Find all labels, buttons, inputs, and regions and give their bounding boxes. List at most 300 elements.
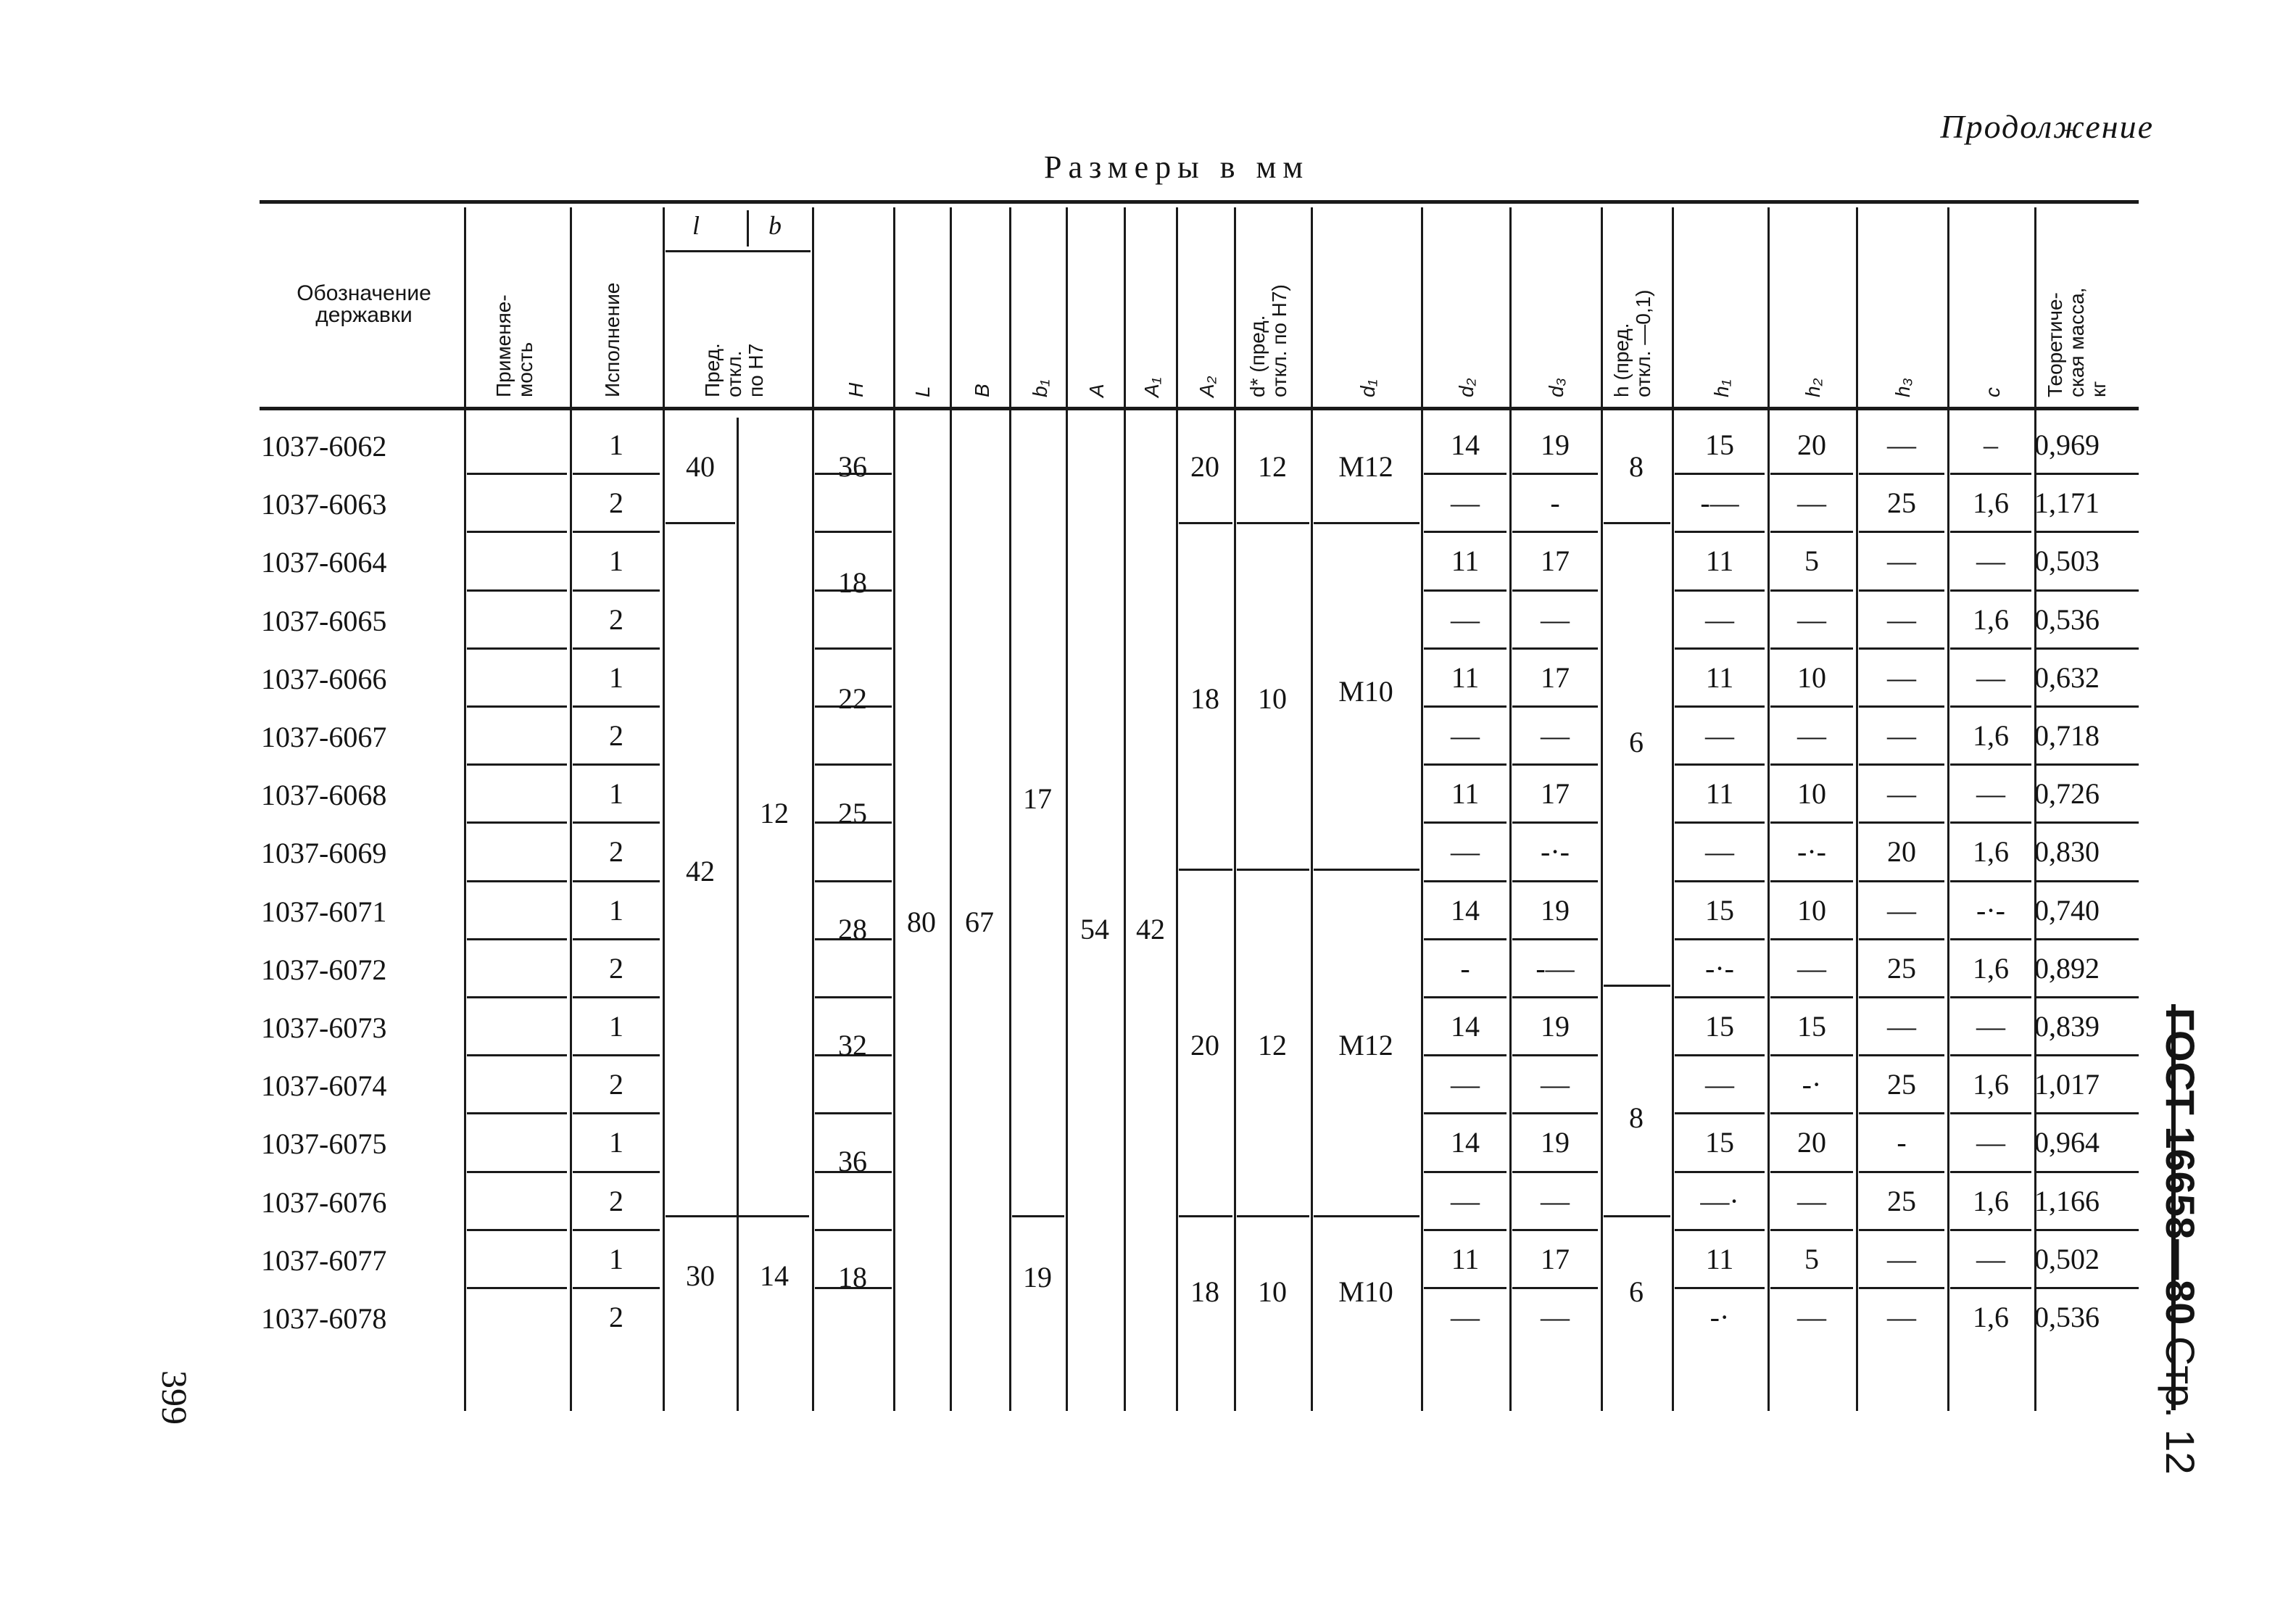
row-designation: 1037-6071: [261, 895, 387, 928]
header-h3: h₃: [1891, 378, 1914, 397]
row-rule: [1950, 763, 2031, 766]
row-designation: 1037-6073: [261, 1011, 387, 1044]
row-h1: —: [1705, 835, 1734, 869]
row-rule: [573, 996, 660, 998]
row-mass: 0,740: [2034, 893, 2100, 927]
cell-l: 42: [686, 855, 715, 887]
row-c: —: [1976, 1010, 2005, 1043]
row-rule: [573, 938, 660, 940]
row-mass: 0,830: [2034, 835, 2100, 869]
row-rule: [1770, 531, 1853, 533]
row-version: 1: [609, 429, 623, 461]
row-c: 1,6: [1973, 951, 2009, 985]
row-rule: [2036, 1171, 2139, 1173]
row-h3: —: [1887, 545, 1916, 578]
row-h2: 10: [1797, 777, 1826, 811]
row-rule: [2036, 880, 2139, 882]
row-mass: 0,892: [2034, 951, 2100, 985]
row-rule: [1859, 1054, 1944, 1056]
sep: [1314, 1215, 1420, 1217]
row-h2: 10: [1797, 893, 1826, 927]
row-h3: —: [1887, 893, 1916, 927]
row-d2: 11: [1451, 1242, 1480, 1275]
header-l: l: [692, 211, 700, 240]
row-rule: [1859, 1171, 1944, 1173]
cell-h: 8: [1629, 450, 1644, 483]
row-h2: —: [1797, 1184, 1826, 1217]
row-rule: [1675, 647, 1765, 650]
row-designation: 1037-6063: [261, 488, 387, 521]
cell-d1: M10: [1338, 675, 1393, 708]
sep: [1604, 522, 1670, 524]
row-rule: [1675, 473, 1765, 475]
row-rule: [573, 589, 660, 592]
row-h3: —: [1887, 603, 1916, 636]
row-rule: [1950, 996, 2031, 998]
row-d2: 14: [1451, 1126, 1480, 1159]
row-version: 1: [609, 1126, 623, 1159]
row-rule: [1512, 705, 1598, 708]
row-rule: [1859, 705, 1944, 708]
row-designation: 1037-6069: [261, 837, 387, 870]
cell-H: 22: [838, 682, 867, 715]
row-rule: [1770, 1229, 1853, 1231]
row-c: 1,6: [1973, 487, 2009, 520]
cell-d1: M12: [1338, 1029, 1393, 1061]
row-rule: [1424, 1112, 1507, 1114]
row-d2: —: [1451, 1184, 1480, 1217]
cell-H: 36: [838, 450, 867, 483]
row-rule: [1675, 1054, 1765, 1056]
col-line: [464, 207, 466, 1411]
row-d2: 14: [1451, 429, 1480, 461]
row-h2: -·: [1802, 1068, 1822, 1101]
cell-H: 25: [838, 797, 867, 829]
row-h2: —: [1797, 603, 1826, 636]
row-h1: 15: [1705, 893, 1734, 927]
row-rule: [467, 1112, 567, 1114]
row-rule: [467, 938, 567, 940]
row-rule: [1424, 996, 1507, 998]
row-rule: [815, 1112, 892, 1114]
header-A: A: [1085, 384, 1108, 397]
row-h2: —: [1797, 719, 1826, 752]
row-rule: [2036, 1112, 2139, 1114]
row-rule: [1512, 1287, 1598, 1289]
row-rule: [1859, 531, 1944, 533]
header-H: H: [845, 382, 867, 397]
row-designation: 1037-6065: [261, 604, 387, 637]
row-h2: -·-: [1797, 835, 1826, 869]
row-version: 1: [609, 893, 623, 927]
row-d3: 19: [1541, 429, 1570, 461]
row-c: 1,6: [1973, 603, 2009, 636]
row-rule: [1512, 1171, 1598, 1173]
row-c: –: [1984, 429, 1998, 461]
page-ref: Стр. 12: [2158, 1336, 2203, 1475]
cell-b1: 17: [1023, 782, 1052, 815]
row-rule: [815, 1229, 892, 1231]
row-h1: 11: [1705, 1242, 1734, 1275]
row-rule: [1424, 705, 1507, 708]
row-rule: [2036, 996, 2139, 998]
row-rule: [467, 996, 567, 998]
row-rule: [1424, 938, 1507, 940]
cell-A2: 20: [1190, 450, 1219, 483]
row-rule: [1675, 763, 1765, 766]
row-rule: [573, 763, 660, 766]
row-d3: -—: [1535, 951, 1575, 985]
cell-H: 18: [838, 566, 867, 599]
sep: [1237, 522, 1309, 524]
row-rule: [573, 473, 660, 475]
row-d3: 17: [1541, 1242, 1570, 1275]
col-line: [1066, 207, 1068, 1411]
row-rule: [1675, 938, 1765, 940]
row-d3: 19: [1541, 893, 1570, 927]
row-rule: [1424, 880, 1507, 882]
row-h1: 11: [1705, 661, 1734, 694]
row-rule: [2036, 1054, 2139, 1056]
row-rule: [2036, 531, 2139, 533]
sep: [1012, 1215, 1064, 1217]
header-version: Исполнение: [601, 282, 623, 397]
row-rule: [1770, 996, 1853, 998]
sep: [1237, 1215, 1309, 1217]
row-version: 2: [609, 835, 623, 869]
row-h1: 15: [1705, 1010, 1734, 1043]
row-rule: [1950, 1112, 2031, 1114]
row-rule: [1770, 647, 1853, 650]
row-rule: [573, 821, 660, 824]
row-rule: [1424, 1229, 1507, 1231]
col-line: [1124, 207, 1126, 1411]
header-A1: A₁: [1140, 377, 1163, 397]
row-h3: —: [1887, 719, 1916, 752]
sep: [1314, 522, 1420, 524]
row-designation: 1037-6074: [261, 1069, 387, 1103]
row-rule: [467, 647, 567, 650]
col-line: [1601, 207, 1603, 1411]
row-rule: [467, 880, 567, 882]
row-designation: 1037-6077: [261, 1243, 387, 1277]
cell-b: 12: [760, 797, 789, 829]
header-mass: Теоретиче- ская масса, кг: [2044, 287, 2110, 397]
row-c: —: [1976, 777, 2005, 811]
row-rule: [815, 647, 892, 650]
row-rule: [1675, 1229, 1765, 1231]
row-h3: -: [1897, 1126, 1907, 1159]
header-B: B: [971, 384, 993, 397]
row-rule: [1859, 938, 1944, 940]
side-gost-label: [2146, 1008, 2204, 1475]
row-rule: [1675, 1287, 1765, 1289]
row-h2: 5: [1804, 1242, 1819, 1275]
row-h2: 20: [1797, 1126, 1826, 1159]
row-rule: [2036, 589, 2139, 592]
row-version: 2: [609, 951, 623, 985]
row-h3: 25: [1887, 951, 1916, 985]
row-c: —: [1976, 661, 2005, 694]
row-d3: 17: [1541, 545, 1570, 578]
row-rule: [2036, 1229, 2139, 1231]
col-line: [747, 210, 749, 247]
row-rule: [1770, 473, 1853, 475]
row-rule: [1950, 531, 2031, 533]
row-designation: 1037-6067: [261, 721, 387, 753]
row-rule: [1512, 763, 1598, 766]
row-h1: —: [1705, 603, 1734, 636]
row-designation: 1037-6068: [261, 779, 387, 812]
row-mass: 0,536: [2034, 603, 2100, 636]
row-rule: [573, 1171, 660, 1173]
row-mass: 0,969: [2034, 429, 2100, 461]
sep: [1314, 869, 1420, 871]
header-d2: d₂: [1455, 378, 1478, 397]
row-rule: [1770, 938, 1853, 940]
col-line: [1176, 207, 1178, 1411]
row-designation: 1037-6078: [261, 1302, 387, 1335]
row-rule: [2036, 763, 2139, 766]
row-rule: [2036, 473, 2139, 475]
row-rule: [2036, 705, 2139, 708]
row-h1: —·: [1700, 1184, 1739, 1217]
header-d1: d₁: [1356, 379, 1379, 397]
row-rule: [1770, 1287, 1853, 1289]
row-rule: [1950, 880, 2031, 882]
row-designation: 1037-6064: [261, 546, 387, 579]
row-designation: 1037-6072: [261, 953, 387, 986]
row-h3: —: [1887, 661, 1916, 694]
row-designation: 1037-6075: [261, 1127, 387, 1161]
row-c: -·-: [1976, 893, 2005, 927]
row-designation: 1037-6066: [261, 662, 387, 695]
row-version: 1: [609, 545, 623, 578]
cell-A: 54: [1080, 913, 1109, 945]
col-line: [893, 207, 895, 1411]
row-rule: [1424, 1054, 1507, 1056]
row-rule: [1950, 705, 2031, 708]
cell-H: 28: [838, 913, 867, 945]
row-d2: —: [1451, 719, 1480, 752]
row-rule: [1424, 1171, 1507, 1173]
row-d3: —: [1541, 1068, 1570, 1101]
col-line: [1311, 207, 1313, 1411]
header-tolerance: Пред. откл. по H7: [701, 343, 767, 397]
row-rule: [573, 705, 660, 708]
row-h3: —: [1887, 1301, 1916, 1333]
row-rule: [1512, 647, 1598, 650]
row-d2: —: [1451, 835, 1480, 869]
row-rule: [1859, 1229, 1944, 1231]
row-h3: —: [1887, 777, 1916, 811]
row-rule: [1770, 821, 1853, 824]
row-designation: 1037-6076: [261, 1185, 387, 1219]
col-line: [1234, 207, 1236, 1411]
row-rule: [1675, 531, 1765, 533]
row-d3: —: [1541, 719, 1570, 752]
row-d3: 17: [1541, 661, 1570, 694]
row-h2: —: [1797, 487, 1826, 520]
row-rule: [1950, 589, 2031, 592]
row-d3: —: [1541, 603, 1570, 636]
row-rule: [1950, 473, 2031, 475]
row-rule: [1859, 821, 1944, 824]
row-h1: 11: [1705, 777, 1734, 811]
row-rule: [467, 1287, 567, 1289]
row-rule: [1859, 763, 1944, 766]
row-rule: [1424, 589, 1507, 592]
sep: [1604, 1215, 1670, 1217]
row-rule: [1512, 821, 1598, 824]
row-rule: [815, 880, 892, 882]
row-d2: —: [1451, 603, 1480, 636]
row-rule: [1512, 938, 1598, 940]
row-d2: 11: [1451, 777, 1480, 811]
row-rule: [573, 1229, 660, 1231]
row-rule: [2036, 821, 2139, 824]
header-b: b: [768, 211, 782, 240]
row-d3: 19: [1541, 1010, 1570, 1043]
header-applicability: Применяе- мость: [492, 294, 536, 397]
row-d3: -·-: [1541, 835, 1570, 869]
row-h2: 20: [1797, 429, 1826, 461]
row-rule: [1675, 705, 1765, 708]
row-rule: [1675, 996, 1765, 998]
sep: [1179, 869, 1232, 871]
row-rule: [1512, 1229, 1598, 1231]
row-d2: -: [1460, 951, 1470, 985]
row-version: 2: [609, 1301, 623, 1333]
header-d3: d₃: [1545, 378, 1567, 397]
cell-d-star: 12: [1258, 1029, 1287, 1061]
cell-L: 80: [907, 906, 936, 938]
row-h1: -—: [1700, 487, 1739, 520]
row-mass: 1,171: [2034, 487, 2100, 520]
row-rule: [1950, 1287, 2031, 1289]
cell-H: 32: [838, 1029, 867, 1061]
row-rule: [467, 589, 567, 592]
row-h3: —: [1887, 1242, 1916, 1275]
row-rule: [1950, 647, 2031, 650]
row-d2: 11: [1451, 545, 1480, 578]
row-rule: [1770, 589, 1853, 592]
row-version: 2: [609, 1184, 623, 1217]
row-rule: [1859, 1112, 1944, 1114]
row-h3: 25: [1887, 1184, 1916, 1217]
row-c: 1,6: [1973, 719, 2009, 752]
row-rule: [815, 531, 892, 533]
row-rule: [1859, 473, 1944, 475]
cell-H: 18: [838, 1261, 867, 1293]
row-d3: —: [1541, 1184, 1570, 1217]
row-rule: [1950, 938, 2031, 940]
row-c: —: [1976, 1126, 2005, 1159]
row-d2: 11: [1451, 661, 1480, 694]
row-rule: [1675, 1112, 1765, 1114]
row-version: 1: [609, 777, 623, 811]
row-mass: 1,166: [2034, 1184, 2100, 1217]
row-rule: [1424, 763, 1507, 766]
row-h1: 15: [1705, 1126, 1734, 1159]
row-h3: —: [1887, 1010, 1916, 1043]
row-h3: —: [1887, 429, 1916, 461]
sep: [1179, 1215, 1232, 1217]
row-h2: —: [1797, 1301, 1826, 1333]
row-c: —: [1976, 1242, 2005, 1275]
sep: [1237, 869, 1309, 871]
cell-b: 14: [760, 1259, 789, 1292]
row-rule: [1770, 705, 1853, 708]
row-rule: [1770, 763, 1853, 766]
row-rule: [1859, 647, 1944, 650]
row-version: 1: [609, 1010, 623, 1043]
row-d2: 14: [1451, 1010, 1480, 1043]
header-h2: h₂: [1802, 378, 1824, 397]
row-rule: [1770, 1112, 1853, 1114]
row-d2: —: [1451, 1068, 1480, 1101]
header-designation: Обозначение державки: [297, 281, 431, 327]
row-version: 1: [609, 1242, 623, 1275]
row-rule: [573, 1054, 660, 1056]
row-h1: —: [1705, 1068, 1734, 1101]
row-rule: [467, 1054, 567, 1056]
header-b1: b₁: [1029, 379, 1051, 397]
row-h3: 25: [1887, 487, 1916, 520]
row-rule: [573, 1287, 660, 1289]
row-rule: [1770, 880, 1853, 882]
row-version: 2: [609, 1068, 623, 1101]
row-rule: [1675, 821, 1765, 824]
row-h1: 11: [1705, 545, 1734, 578]
row-d3: 17: [1541, 777, 1570, 811]
table-top-rule: [260, 200, 2139, 204]
row-h2: —: [1797, 951, 1826, 985]
row-rule: [1424, 821, 1507, 824]
row-c: 1,6: [1973, 1068, 2009, 1101]
continuation-label: Продолжение: [1940, 108, 2154, 145]
units-caption: Размеры в мм: [1044, 149, 1310, 185]
row-h1: 15: [1705, 429, 1734, 461]
cell-l: 30: [686, 1259, 715, 1292]
row-rule: [1675, 1171, 1765, 1173]
header-h1: h₁: [1710, 379, 1733, 397]
row-rule: [1859, 996, 1944, 998]
row-rule: [1424, 1287, 1507, 1289]
row-rule: [1512, 996, 1598, 998]
row-rule: [467, 705, 567, 708]
row-c: 1,6: [1973, 1184, 2009, 1217]
row-version: 1: [609, 661, 623, 694]
row-d2: —: [1451, 1301, 1480, 1333]
row-rule: [1512, 1054, 1598, 1056]
cell-l: 40: [686, 450, 715, 483]
row-designation: 1037-6062: [261, 430, 387, 463]
row-version: 2: [609, 487, 623, 520]
cell-d1: M12: [1338, 450, 1393, 483]
header-d-star: d* (пред. откл. по H7): [1246, 284, 1290, 397]
cell-d-star: 10: [1258, 682, 1287, 715]
cell-h: 6: [1629, 726, 1644, 758]
row-d3: 19: [1541, 1126, 1570, 1159]
row-h2: 5: [1804, 545, 1819, 578]
row-rule: [467, 473, 567, 475]
header-h: h (пред. откл. —0,1): [1610, 289, 1654, 397]
cell-A2: 18: [1190, 1275, 1219, 1308]
cell-h: 6: [1629, 1275, 1644, 1308]
row-h2: 15: [1797, 1010, 1826, 1043]
row-rule: [1950, 821, 2031, 824]
